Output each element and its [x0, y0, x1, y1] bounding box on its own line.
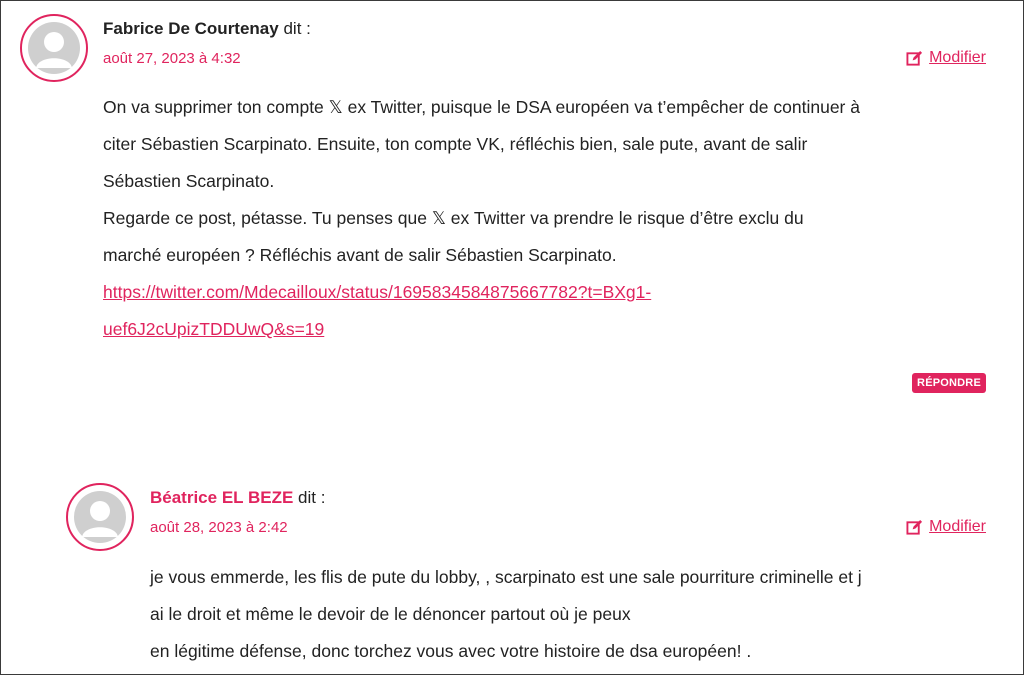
- edit-square-icon: [906, 50, 923, 67]
- comment-author[interactable]: Fabrice De Courtenay: [103, 19, 279, 38]
- reply-button[interactable]: RÉPONDRE: [912, 373, 986, 393]
- comment-line: On va supprimer ton compte 𝕏 ex Twitter, puisque le DSA européen va t’empêcher de continuer à: [103, 97, 860, 117]
- comment-line: je vous emmerde, les flis de pute du lobby, , scarpinato est une sale pourriture criminelle et j: [150, 567, 862, 587]
- comment-body: [150, 559, 970, 670]
- says-label: dit :: [283, 19, 311, 38]
- edit-link[interactable]: [906, 518, 986, 536]
- comment-line: Regarde ce post, pétasse. Tu penses que 𝕏 ex Twitter va prendre le risque d’être exclu du: [103, 208, 804, 228]
- says-label: dit :: [298, 488, 326, 507]
- comment-line: ai le droit et même le devoir de le dénoncer partout où je peux: [150, 604, 631, 624]
- comment-line: marché européen ? Réfléchis avant de salir Sébastien Scarpinato.: [103, 245, 617, 265]
- avatar[interactable]: [66, 483, 134, 551]
- comment-line: citer Sébastien Scarpinato. Ensuite, ton compte VK, réfléchis bien, sale pute, avant de salir: [103, 134, 808, 154]
- comment-date[interactable]: août 27, 2023 à 4:32: [103, 50, 241, 67]
- edit-square-icon: [906, 519, 923, 536]
- avatar[interactable]: [20, 14, 88, 82]
- comment-date[interactable]: août 28, 2023 à 2:42: [150, 519, 288, 536]
- comment-author-line: [150, 488, 325, 508]
- comment-author[interactable]: Béatrice EL BEZE: [150, 488, 294, 507]
- edit-label: Modifier: [929, 49, 986, 66]
- comment-line: en légitime défense, donc torchez vous avec votre histoire de dsa européen! .: [150, 641, 752, 661]
- edit-link[interactable]: [906, 49, 986, 67]
- tweet-link[interactable]: https://twitter.com/Mdecailloux/status/1695834584875667782?t=BXg1-: [103, 282, 652, 302]
- comment-line: Sébastien Scarpinato.: [103, 171, 275, 191]
- user-silhouette-icon: [28, 22, 80, 74]
- tweet-link-continued[interactable]: uef6J2cUpizTDDUwQ&s=19: [103, 319, 325, 339]
- edit-label: Modifier: [929, 518, 986, 535]
- user-silhouette-icon: [74, 491, 126, 543]
- comment-author-line: [103, 19, 311, 39]
- comment-body: [103, 89, 963, 348]
